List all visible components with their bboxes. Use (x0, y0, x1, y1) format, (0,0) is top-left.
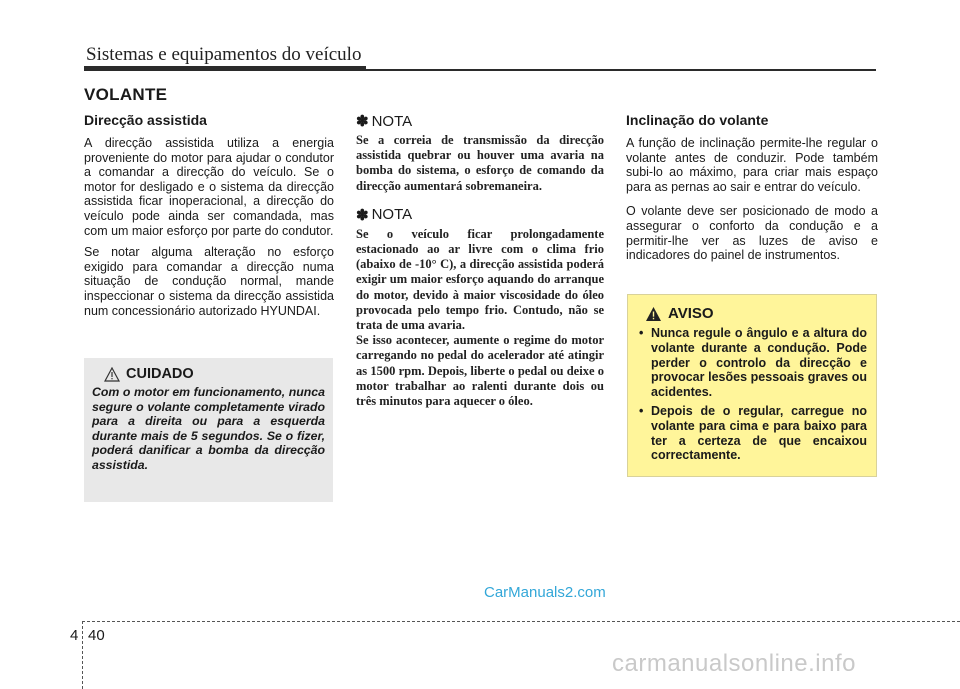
caution-text: Com o motor em funcionamento, nunca segure o volante completamente virado para a direita ou para a esquerda durante mais de 5 segundos. Se o fizer, poderá danificar a bomba da direcção assistida. (92, 385, 325, 472)
nota-label: NOTA (371, 112, 413, 130)
section-title: VOLANTE (84, 85, 168, 104)
nota-heading (356, 112, 604, 130)
nota-text: Se o veículo ficar prolongadamente estacionado ao ar livre com o clima frio (abaixo de -10° C), a direcção assistida poderá exigir um maior esforço aquando do arranque do motor, devido à maior viscosidade do óleo provocada pelo tempo frio. Contudo, não se trata de uma avaria. (356, 226, 604, 333)
footer-divider (82, 621, 960, 622)
column-middle (356, 112, 604, 417)
list-item: • Nunca regule o ângulo e a altura do volante durante a condução. Pode perder o controlo da direcção e provocar lesões pessoais graves ou acidentes. (637, 326, 867, 400)
nota-heading (356, 206, 604, 224)
footer-vertical-divider (82, 621, 83, 689)
column-right (626, 112, 878, 270)
paragraph: O volante deve ser posicionado de modo a assegurar o conforto da condução e a permitir-lhe ver as luzes de aviso e indicadores do painel de instrumentos. (626, 204, 878, 263)
nota-label: NOTA (371, 206, 413, 224)
paragraph: A direcção assistida utiliza a energia proveniente do motor para ajudar o condutor a comandar a direcção do veículo. Se o motor for desligado e o sistema da direcção assistida ficar inoperacional, a direcção do veículo pode ainda ser comandada, mas com um maior esforço por parte do condutor. (84, 136, 334, 238)
heading-steering-tilt: Inclinação do volante (626, 112, 769, 128)
chapter-number: 4 (70, 627, 79, 644)
warning-box (627, 294, 877, 477)
nota-text: Se isso acontecer, aumente o regime do motor carregando no pedal do acelerador até atingir as 1500 rpm. Depois, liberte o pedal ou deixe o motor trabalhar ao ralenti durante dois ou três minutos para aquecer o óleo. (356, 333, 604, 409)
heading-power-steering: Direcção assistida (84, 112, 207, 128)
page-number: 40 (88, 627, 105, 644)
asterisk-star-icon: ✽ (356, 113, 369, 130)
header-rule-thick (84, 66, 366, 71)
site-watermark: carmanualsonline.info (612, 650, 856, 677)
paragraph: A função de inclinação permite-lhe regular o volante antes de conduzir. Pode também subi-lo ao máximo, para criar mais espaço para as pernas ao sair e entrar do veículo. (626, 136, 878, 194)
header-rule-thin (366, 69, 876, 71)
running-header-title: Sistemas e equipamentos do veículo (86, 44, 362, 65)
warning-list (637, 326, 867, 463)
nota-text: Se a correia de transmissão da direcção assistida quebrar ou houver uma avaria na bomba do sistema, o esforço de comando da direcção aumentará sobremaneira. (356, 133, 604, 193)
caution-label: CUIDADO (126, 366, 194, 382)
warning-triangle-icon (645, 306, 662, 322)
asterisk-star-icon: ✽ (356, 206, 369, 224)
warning-triangle-outline-icon (104, 367, 120, 382)
column-left (84, 112, 334, 325)
list-item: • Depois de o regular, carregue no volante para cima e para baixo para ter a certeza de que encaixou correctamente. (637, 404, 867, 463)
watermark-link[interactable]: CarManuals2.com (484, 584, 606, 601)
caution-box (84, 358, 333, 502)
warning-label: AVISO (668, 305, 714, 322)
paragraph: Se notar alguma alteração no esforço exigido para comandar a direcção numa situação de condução normal, mande inspeccionar o sistema da direcção assistida num concessionário autorizado HYUNDAI. (84, 245, 334, 318)
